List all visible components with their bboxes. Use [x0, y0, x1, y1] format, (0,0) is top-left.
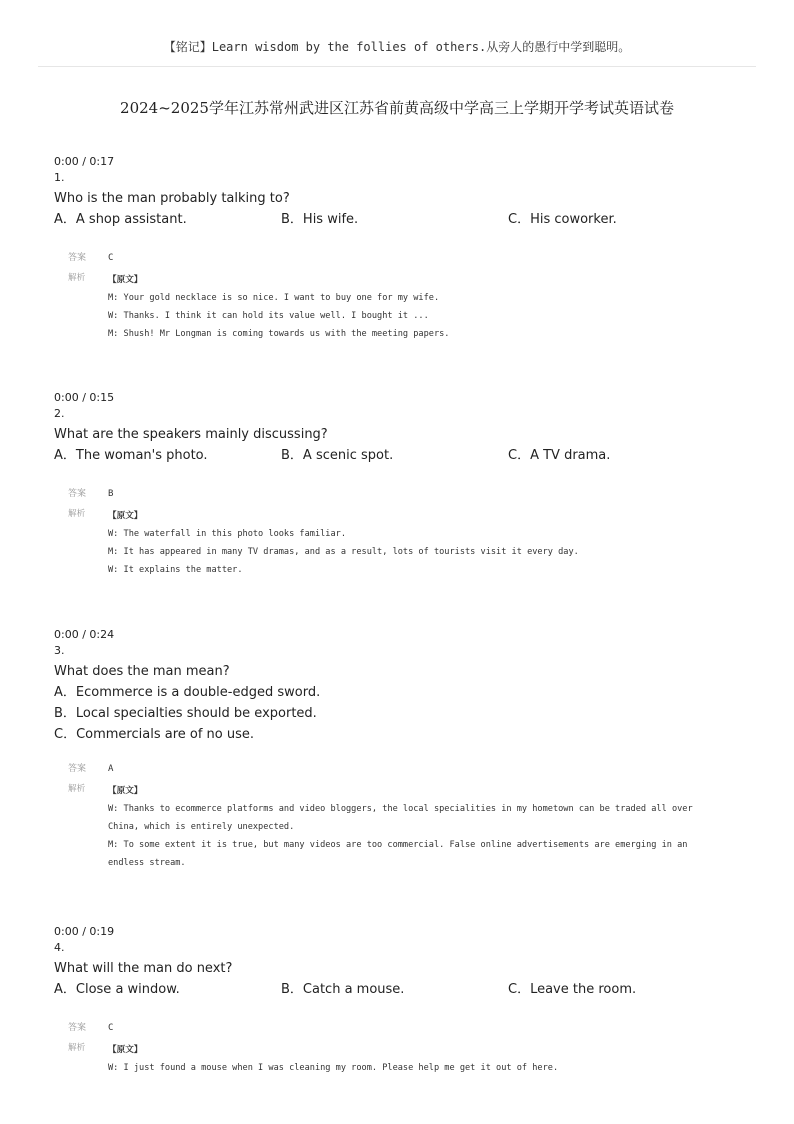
transcript-line: M: It has appeared in many TV dramas, and as a result, lots of tourists visit it every day. — [108, 547, 579, 557]
answer-row — [68, 486, 754, 499]
option-a: A．A shop assistant. — [54, 212, 187, 227]
option-a: A．The woman's photo. — [54, 448, 208, 463]
explanation-label: 解析 — [68, 1043, 86, 1053]
answer-row — [68, 1020, 754, 1033]
option-a: A．Ecommerce is a double-edged sword. — [54, 685, 321, 700]
question-number: 4. — [54, 941, 65, 954]
answer-label: 答案 — [68, 764, 87, 774]
options-row — [54, 447, 754, 465]
transcript-line: China, which is entirely unexpected. — [108, 822, 295, 832]
explanation-title: 【原文】 — [108, 1045, 143, 1055]
option-b: B．Local specialties should be exported. — [54, 706, 317, 721]
question-stem: What does the man mean? — [54, 664, 230, 679]
option-a: A．Close a window. — [54, 982, 180, 997]
explanation-label: 解析 — [68, 509, 86, 519]
question-3 — [54, 643, 754, 872]
explanation-block — [68, 507, 754, 579]
answer-value: B — [108, 489, 114, 499]
transcript-line: endless stream. — [108, 858, 186, 868]
options-list — [54, 682, 754, 745]
transcript-line: W: Thanks. I think it can hold its value well. I bought it ... — [108, 311, 429, 321]
explanation-title: 【原文】 — [108, 511, 143, 521]
option-b: B．Catch a mouse. — [281, 982, 405, 997]
option-b: B．A scenic spot. — [281, 448, 394, 463]
answer-row — [68, 761, 754, 774]
audio-player-q1[interactable]: 0:00 / 0:17 — [54, 155, 115, 168]
option-c: C．Leave the room. — [508, 982, 637, 997]
audio-player-q3[interactable]: 0:00 / 0:24 — [54, 628, 115, 641]
options-row — [54, 981, 754, 999]
audio-player-q4[interactable]: 0:00 / 0:19 — [54, 925, 115, 938]
question-stem: What are the speakers mainly discussing? — [54, 427, 328, 442]
header-divider — [38, 66, 756, 67]
question-1 — [54, 170, 754, 343]
motto-header: 【铭记】Learn wisdom by the follies of others.从旁人的愚行中学到聪明。 — [163, 40, 631, 54]
explanation-title: 【原文】 — [108, 275, 143, 285]
answer-value: A — [108, 764, 114, 774]
explanation-label: 解析 — [68, 273, 86, 283]
answer-label: 答案 — [68, 489, 87, 499]
explanation-label: 解析 — [68, 784, 86, 794]
question-stem: Who is the man probably talking to? — [54, 191, 290, 206]
question-number: 1. — [54, 171, 65, 184]
options-row — [54, 211, 754, 229]
explanation-block — [68, 1041, 754, 1077]
answer-row — [68, 250, 754, 263]
question-stem: What will the man do next? — [54, 961, 233, 976]
answer-value: C — [108, 253, 114, 263]
option-c: C．Commercials are of no use. — [54, 727, 255, 742]
question-number: 3. — [54, 644, 65, 657]
option-c: C．A TV drama. — [508, 448, 611, 463]
question-number: 2. — [54, 407, 65, 420]
transcript-line: W: It explains the matter. — [108, 565, 243, 575]
transcript-line: M: To some extent it is true, but many videos are too commercial. False online advertisements are emerging in an — [108, 840, 688, 850]
question-2 — [54, 406, 754, 579]
audio-player-q2[interactable]: 0:00 / 0:15 — [54, 391, 115, 404]
explanation-title: 【原文】 — [108, 786, 143, 796]
page-title: 2024~2025学年江苏常州武进区江苏省前黄高级中学高三上学期开学考试英语试卷 — [120, 99, 674, 117]
option-c: C．His coworker. — [508, 212, 617, 227]
option-b: B．His wife. — [281, 212, 359, 227]
transcript-line: M: Your gold necklace is so nice. I want to buy one for my wife. — [108, 293, 440, 303]
transcript-line: W: I just found a mouse when I was cleaning my room. Please help me get it out of here. — [108, 1063, 559, 1073]
question-4 — [54, 940, 754, 1077]
answer-label: 答案 — [68, 253, 87, 263]
answer-label: 答案 — [68, 1023, 87, 1033]
transcript-line: W: Thanks to ecommerce platforms and video bloggers, the local specialities in my hometown can be traded all over — [108, 804, 693, 814]
explanation-block — [68, 782, 754, 872]
transcript-line: M: Shush! Mr Longman is coming towards us with the meeting papers. — [108, 329, 450, 339]
answer-value: C — [108, 1023, 114, 1033]
explanation-block — [68, 271, 754, 343]
transcript-line: W: The waterfall in this photo looks familiar. — [108, 529, 346, 539]
